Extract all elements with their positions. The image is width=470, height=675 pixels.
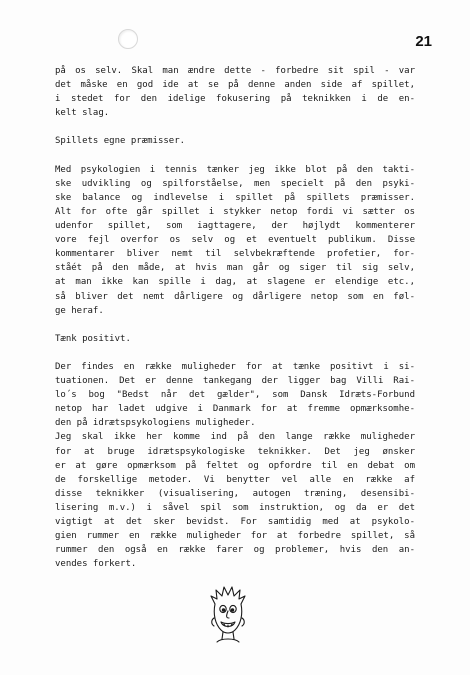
section-heading — [55, 134, 415, 148]
text-line: ske udvikling og spilforståelse, men specielt på den psyki- — [55, 178, 415, 189]
text-line: gien rummer en række muligheder for at forbedre spillet, så — [55, 531, 415, 542]
text-line: kommentarer bliver nemt til selvbekræftende profetier, for- — [55, 249, 415, 260]
paragraph-positive-thinking — [55, 360, 415, 430]
text-line: i stedet for den idelige fokusering på teknikken i de en- — [55, 94, 415, 105]
body-text — [55, 64, 415, 571]
text-line: de forskellige metoder. Vi benytter vel alle en række af — [55, 474, 415, 485]
section-heading — [55, 332, 415, 346]
text-line: Jeg skal ikke her komme ind på den lange række muligheder — [55, 432, 415, 443]
text-line: ske balance og indlevelse i spillet på spillets præmisser. — [55, 192, 415, 203]
text-line: kelt slag. — [55, 108, 110, 119]
text-line: på os selv. Skal man ændre dette - forbedre sit spil - var — [55, 66, 415, 76]
text-line: lisering m.v.) i såvel spil som instruktion, og da er det — [55, 502, 415, 513]
text-line: ge heraf. — [55, 305, 104, 316]
text-line: netop har ladet udgive i Danmark for at fremme opmærksomhe- — [55, 404, 415, 415]
page-number: 21 — [415, 33, 432, 50]
text-line: lo´s bog "Bedst når det gælder", som Dansk Idræts-Forbund — [55, 390, 415, 401]
text-line: udenfor spillet, som iagttagere, der højlydt kommenterer — [55, 221, 415, 232]
text-line: den på idrætspsykologiens muligheder. — [55, 418, 256, 429]
text-line: tuationen. Det er denne tankegang der ligger bag Villi Rai- — [55, 376, 415, 387]
text-line: rummer den også en række farer og problemer, hvis den an- — [55, 545, 415, 556]
paragraph-continuation — [55, 64, 415, 120]
text-line: ståét på den måde, at hvis man går og siger til sig selv, — [55, 263, 415, 274]
text-line: er at gøre opmærksom på feltet og opfordre til en debat om — [55, 460, 415, 471]
text-line: det måske en god ide at se på denne anden side af spillet, — [55, 80, 415, 91]
paragraph-psychology — [55, 163, 415, 318]
text-line: Med psykologien i tennis tænker jeg ikke blot på den takti- — [55, 164, 415, 175]
text-line: Alt for ofte går spillet i stykker netop fordi vi sætter os — [55, 206, 415, 217]
text-line: Der findes en række muligheder for at tænke positivt i si- — [55, 361, 415, 372]
text-line: disse teknikker (visualisering, autogen træning, desensibi- — [55, 488, 415, 499]
heading-text: Spillets egne præmisser. — [55, 136, 186, 147]
text-line: vendes forkert. — [55, 559, 137, 570]
text-line: vore fejl overfor os selv og et eventuelt publikum. Disse — [55, 235, 415, 246]
cartoon-face-illustration — [205, 584, 251, 644]
heading-text: Tænk positivt. — [55, 333, 131, 344]
text-line: for at bruge idrætspsykologiske teknikker. Det jeg ønsker — [55, 446, 415, 457]
text-line: at man ikke kan spille i dag, at slagene er elendige etc., — [55, 277, 415, 288]
text-line: så bliver det nemt dårligere og dårligere netop som en føl- — [55, 291, 415, 302]
punch-hole-mark — [118, 29, 138, 49]
text-line: vigtigt at det sker bevidst. For samtidig med at psykolo- — [55, 517, 415, 527]
paragraph-techniques — [55, 430, 415, 571]
